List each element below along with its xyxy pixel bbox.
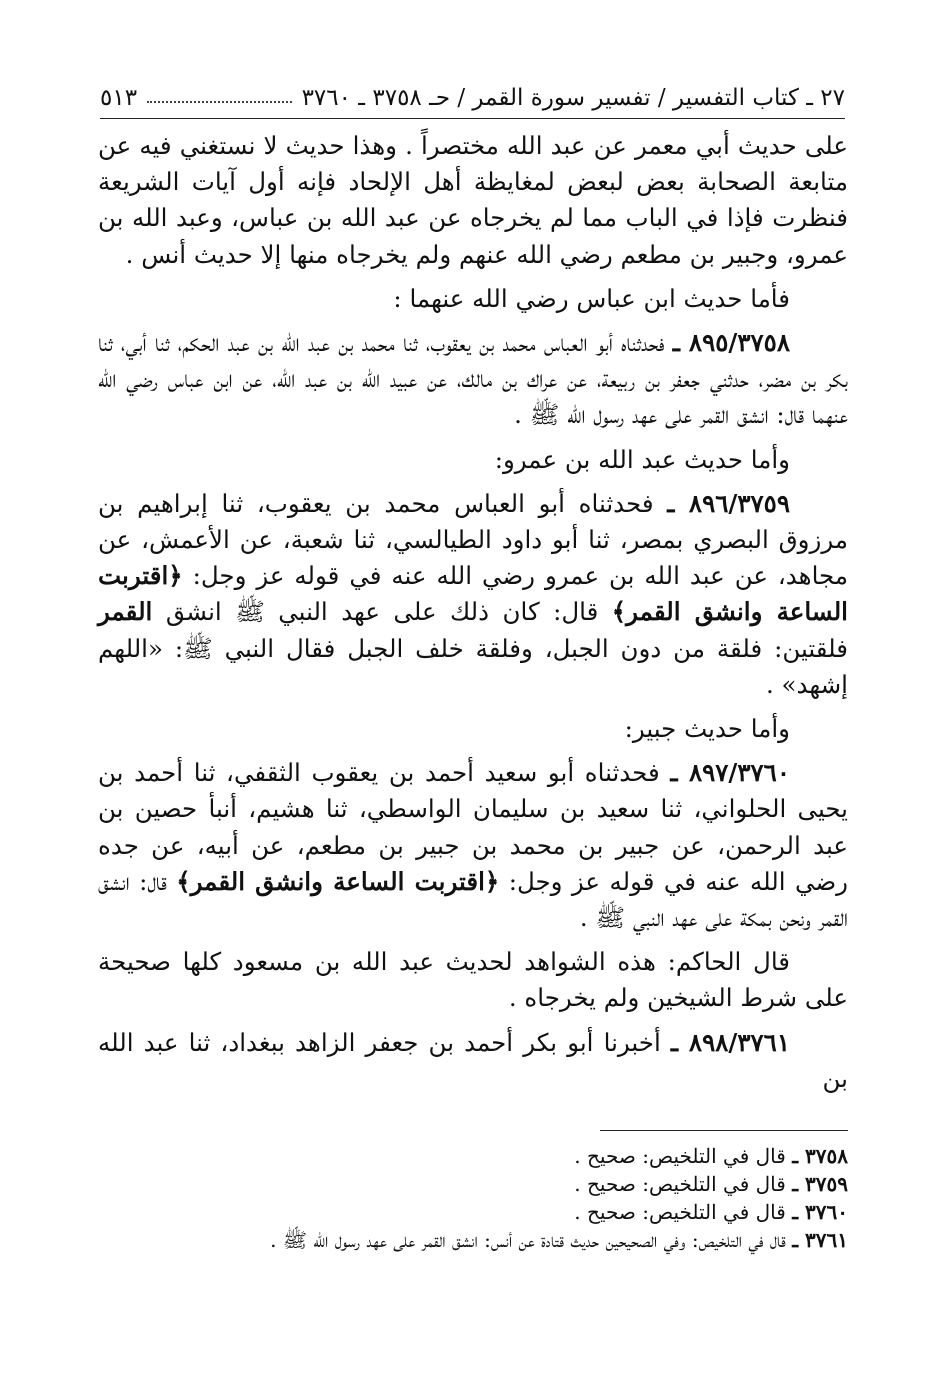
footnote-number: ٣٧٥٩ ـ — [792, 1172, 848, 1196]
hadith-3760 — [98, 755, 848, 936]
hadith-number: ٨٩٦/٣٧٥٩ ـ — [667, 488, 790, 518]
hadith-3759 — [98, 486, 848, 703]
hadith-text: فحدثناه أبو العباس محمد بن يعقوب، ثنا محمد بن عبد الله بن عبد الحكم، ثنا أبي، ثنا بكر بن مضر، حدثني جعفر بن ربيعة، عن عراك بن مالك، عن عبيد الله بن عبد الله، عن ابن عباس رضي الله عنهما قال: انشق القمر على عهد رسول الله ﷺ . — [98, 328, 848, 430]
subheading-abdullah-ibn-amr: وأما حديث عبد الله بن عمرو: — [494, 444, 790, 474]
hadith-3761 — [98, 1025, 848, 1097]
quran-quote: ﴿اقتربت الساعة وانشق القمر﴾ — [98, 561, 848, 627]
hadith-number: ٨٩٨/٣٧٦١ ـ — [670, 1027, 790, 1057]
hadith-number: ٨٩٧/٣٧٦٠ ـ — [670, 758, 790, 788]
hadith-text: فحدثناه أبو سعيد أحمد بن يعقوب الثقفي، ثنا أحمد بن يحيى الحلواني، ثنا سعيد بن سليمان الواسطي، ثنا هشيم، أنبأ حصين بن عبد الرحمن، عن جبير بن محمد بن جبير بن مطعم، عن أبيه، عن جده رضي الله عنه في قوله عز وجل: — [98, 758, 848, 896]
hadith-3758 — [98, 325, 848, 434]
footnote-number: ٣٧٦٠ ـ — [792, 1200, 848, 1224]
quran-quote: ﴿اقتربت الساعة وانشق القمر﴾ — [176, 866, 500, 896]
footnote-separator — [600, 1130, 848, 1131]
page-number: ٥١٣ — [100, 85, 138, 111]
main-text — [98, 128, 848, 1105]
footnote-text: قال في التلخيص: صحيح . — [574, 1144, 786, 1168]
footnote-text: قال في التلخيص: صحيح . — [574, 1200, 786, 1224]
running-header — [100, 78, 845, 119]
hadith-text: فلقتين: فلقة من دون الجبل، وفلقة خلف الجبل فقال النبي ﷺ: «اللهم إشهد» . — [98, 633, 848, 699]
footnote — [104, 1170, 848, 1198]
hadith-text: قال: كان ذلك على عهد النبي ﷺ انشق — [165, 597, 599, 627]
paragraph-intro: على حديث أبي معمر عن عبد الله مختصراً . وهذا حديث لا نستغني فيه عن متابعة الصحابة بعض لبعض لمغايظة أهل الإلحاد فإنه أول آيات الشريعة فنظرت فإذا في الباب مما لم يخرجاه عن عبد الله بن عباس، وعبد الله بن عمرو، وجبير بن مطعم رضي الله عنهم ولم يخرجاه منها إلا حديث أنس . — [98, 131, 848, 269]
footnote-text: قال في التلخيص: صحيح . — [574, 1172, 786, 1196]
dotted-leader — [147, 101, 292, 103]
hadith-text: قال: انشق القمر ونحن بمكة على عهد النبي ﷺ . — [98, 866, 848, 933]
footnote-text: قال في التلخيص: وفي الصحيحين حديث قتادة عن أنس: انشق القمر على عهد رسول الله ﷺ . — [270, 1228, 786, 1252]
hakim-comment: قال الحاكم: هذه الشواهد لحديث عبد الله بن مسعود كلها صحيحة على شرط الشيخين ولم يخرجاه . — [98, 947, 848, 1013]
subheading-ibn-abbas: فأما حديث ابن عباس رضي الله عنهما : — [393, 283, 790, 313]
hadith-text: أخبرنا أبو بكر أحمد بن جعفر الزاهد ببغداد، ثنا عبد الله بن — [98, 1027, 848, 1093]
footnote — [104, 1142, 848, 1170]
running-title: ٢٧ ـ كتاب التفسير / تفسير سورة القمر / حـ ٣٧٥٨ ـ ٣٧٦٠ — [301, 85, 845, 111]
footnote-number: ٣٧٦١ ـ — [792, 1228, 848, 1252]
footnote — [104, 1226, 848, 1254]
hadith-number: ٨٩٥/٣٧٥٨ ـ — [672, 328, 790, 358]
bold-word: القمر — [98, 597, 153, 627]
footnote — [104, 1198, 848, 1226]
footnotes — [104, 1142, 848, 1254]
subheading-jubayr: وأما حديث جبير: — [624, 714, 790, 744]
hadith-text: فحدثناه أبو العباس محمد بن يعقوب، ثنا إبراهيم بن مرزوق البصري بمصر، ثنا أبو داود الطيالسي، ثنا شعبة، عن الأعمش، عن مجاهد، عن عبد الله بن عمرو رضي الله عنه في قوله عز وجل: — [98, 488, 848, 591]
footnote-number: ٣٧٥٨ ـ — [792, 1144, 848, 1168]
